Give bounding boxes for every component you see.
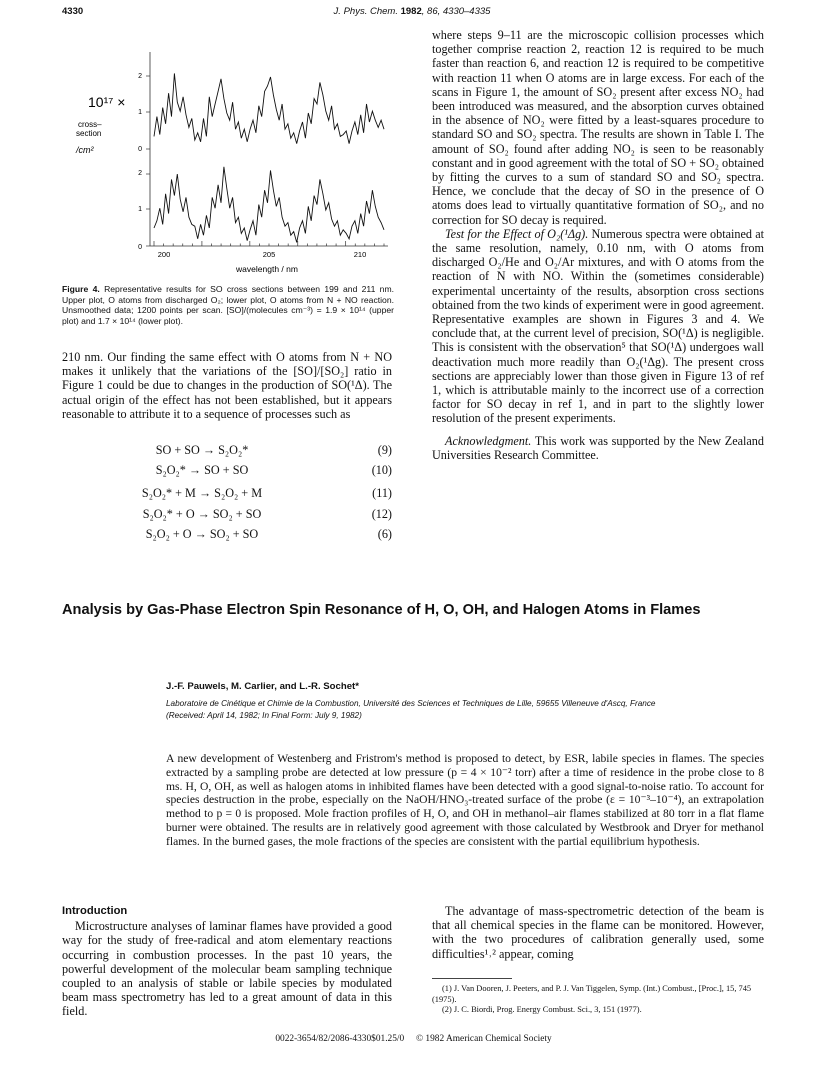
lower-spectrum-trace [154,167,384,243]
equation-expression: SO + SO → S₂O₂* [155,443,249,457]
equation-6 [62,527,392,543]
xtick-200: 200 [157,250,171,259]
lower-ytick-2: 2 [138,170,142,177]
equation-12 [62,507,392,523]
acknowledgment-head: Acknowledgment. [445,433,532,448]
page-number: 4330 [62,6,84,17]
figure-caption [62,284,394,326]
upper-ytick-1: 1 [138,109,142,116]
introduction-left [62,904,392,1019]
acknowledgment-text: This work was supported by the New Zealand Universities Research Committee. [432,433,764,462]
equation-11 [62,486,392,502]
equation-expression: S₂O₂* + O → SO₂ + SO [142,507,262,521]
right-paragraph-1: where steps 9–11 are the microscopic collision processes which together comprise reaction 2, reaction 12 is required to be much faster than reaction 6, and reaction 12 is required to be competitive with reaction 11 when O atoms are in large excess. For each of the scans in Figure 1, the amount of SO₂ present after excess NO₂ had been introduced was measured, and the absorption curves obtained in the absence of NO₂ were fitted by a least-squares procedure to standard SO and SO₂ spectra. The results are shown in Table I. The amount of SO₂ found after adding NO₂ is seen to be reasonably constant and in good agreement with the total of SO + SO₂ obtained by fitting the curves to a sum of standard SO and SO₂ spectra. Hence, we conclude that the decay of SO in the presence of O atoms does lead to virtually quantitative formation of SO₂, and no correction for SO decay is required. [432,28,764,227]
equation-number: (10) [371,463,392,477]
right-paragraph-2-text: Numerous spectra were obtained at the same resolution, namely, 0.10 nm, with O atoms from discharged O₂/He and O₂/Ar mixtures, and with O atoms from the reaction of N with NO. Within the (sometimes considerable) experimental uncertainty of the results, absorption cross sections obtained from the two kinds of experiment were in good agreement. Representative examples are shown in Figures 3 and 4. We conclude that, at the current level of precision, SO(¹Δ) is negligible. This is consistent with the observation⁵ that SO(¹Δ) undergoes wall deactivation much more readily than O₂(¹Δg). The present cross sections are appreciably lower than those given in Figure 13 of ref 1, which is attributable mainly to the incorrect use of a correction factor for SO decay in ref 1, and in part to the slightly lower resolution of the present experiments. [432,226,765,426]
left-paragraph: 210 nm. Our finding the same effect with O atoms from N + NO makes it unlikely that the variations of the [SO]/[SO₂] ratio in Figure 1 could be due to changes in the production of SO(¹Δ). The actual origin of the effect has not been established, but it appears reasonable to attribute it to a sequence of processes such as [62,350,392,421]
caption-text: Representative results for SO cross sections between 199 and 211 nm. Upper plot, O atoms from discharged O₂; lower plot, O atoms from N + NO reaction. Unsmoothed data; 1200 points per scan. [SO]/(molecules cm⁻³) = 1.9 × 10¹⁴ (upper plot) and 1.7 × 10¹⁴ (lower plot). [62,284,394,326]
article-title: Analysis by Gas-Phase Electron Spin Resonance of H, O, OH, and Halogen Atoms in Flames [62,602,701,618]
equation-number: (9) [377,443,392,457]
journal-citation: J. Phys. Chem. 1982, 86, 4330–4335 [333,6,491,17]
upper-ytick-2: 2 [138,73,142,80]
received-dates: (Received: April 14, 1982; In Final Form: July 9, 1982) [166,711,362,720]
article-authors: J.-F. Pauwels, M. Carlier, and L.-R. Sochet* [166,681,359,692]
equation-10 [62,463,392,479]
article-code: 0022-3654/82/2086-4330$01.25/0 [275,1034,405,1044]
footnote-rule [432,978,512,979]
equation-number: (12) [371,507,392,521]
acknowledgment [432,434,764,462]
footnotes [432,984,764,1016]
equation-expression: S₂O₂* → SO + SO [155,463,249,477]
y-label-line-4: /cm² [76,145,94,155]
lower-ytick-1: 1 [138,206,142,213]
caption-label: Figure 4. [62,284,100,294]
introduction-heading: Introduction [62,905,128,917]
y-label-line-2: cross– [78,120,102,129]
introduction-paragraph: Microstructure analyses of laminar flames have provided a good way for the study of free-radical and atom elementary reactions occurring in combustion processes. In the past 10 years, the powerful development of the molecular beam sampling technique coupled to an analysis of stable or labile species by modulated beam mass spectrometry has led to a great amount of data in this field. [62,919,392,1019]
footnote-1: (1) J. Van Dooren, J. Peeters, and P. J. Van Tiggelen, Symp. (Int.) Combust., [Proc.], 15, 745 (1975). [432,984,752,1004]
xtick-210: 210 [353,250,367,259]
y-label-line-1: 10¹⁷ × [88,94,126,110]
introduction-right [432,904,764,961]
journal-year: 1982 [400,6,422,17]
spectrum-plot [62,48,392,284]
page-footer [0,1034,827,1044]
copyright: © 1982 American Chemical Society [415,1034,552,1044]
right-paragraph-2 [432,227,764,426]
figure-4 [62,48,392,284]
equation-number: (11) [372,486,392,500]
journal-pages: 4330–4335 [442,6,491,17]
left-column-paragraph [62,350,392,421]
xtick-205: 205 [262,250,276,259]
journal-name: J. Phys. Chem. [333,6,398,17]
equation-expression: S₂O₂* + M → S₂O₂ + M [141,486,263,500]
introduction-continued: The advantage of mass-spectrometric detection of the beam is that all chemical species in the flame can be monitored. However, with the two procedures of calibration generally used, some difficulties¹˒² appear, coming [432,904,764,961]
footnote-2: (2) J. C. Biordi, Prog. Energy Combust. Sci., 3, 151 (1977). [442,1005,642,1015]
journal-volume: 86 [427,6,438,17]
equation-expression: S₂O₂ + O → SO₂ + SO [145,527,259,541]
article-affiliation [166,698,766,722]
right-column [432,28,764,462]
affiliation-text: Laboratoire de Cinétique et Chimie de la Combustion, Université des Sciences et Techniques de Lille, 59655 Villeneuve d'Ascq, France [166,699,656,708]
y-label-line-3: section [76,129,102,138]
upper-spectrum-trace [154,73,384,143]
section-run-in-head: Test for the Effect of O₂(¹Δg). [445,226,589,241]
equation-number: (6) [377,527,392,541]
article-abstract: A new development of Westenberg and Fristrom's method is proposed to detect, by ESR, labile species in flames. The species extracted by a sampling probe are detected at low pressure (p = 4 × 10⁻² torr) after a time of residence in the probe close to 8 ms. H, O, OH, as well as halogen atoms in inhibited flames have been detected with a good signal-to-noise ratio. To account for species destruction in the probe, especially on the NaOH/HNO₃-treated surface of the probe (ε = 10⁻³–10⁻⁴), an extrapolation method to p = 0 is proposed. Mole fraction profiles of H, O, and OH in methanol–air flames stabilized at 80 torr in a flat flame burner were obtained. The results are in relatively good agreement with those calculated by Westbrook and Dryer for methanol flames. In the burned gases, the mole fractions of the species are consistent with the partial equilibrium hypothesis. [166,752,764,848]
x-axis-label: wavelength / nm [236,264,298,274]
lower-ytick-0: 0 [138,244,142,251]
upper-ytick-0: 0 [138,146,142,153]
equation-9 [62,443,392,459]
running-head [62,6,762,20]
